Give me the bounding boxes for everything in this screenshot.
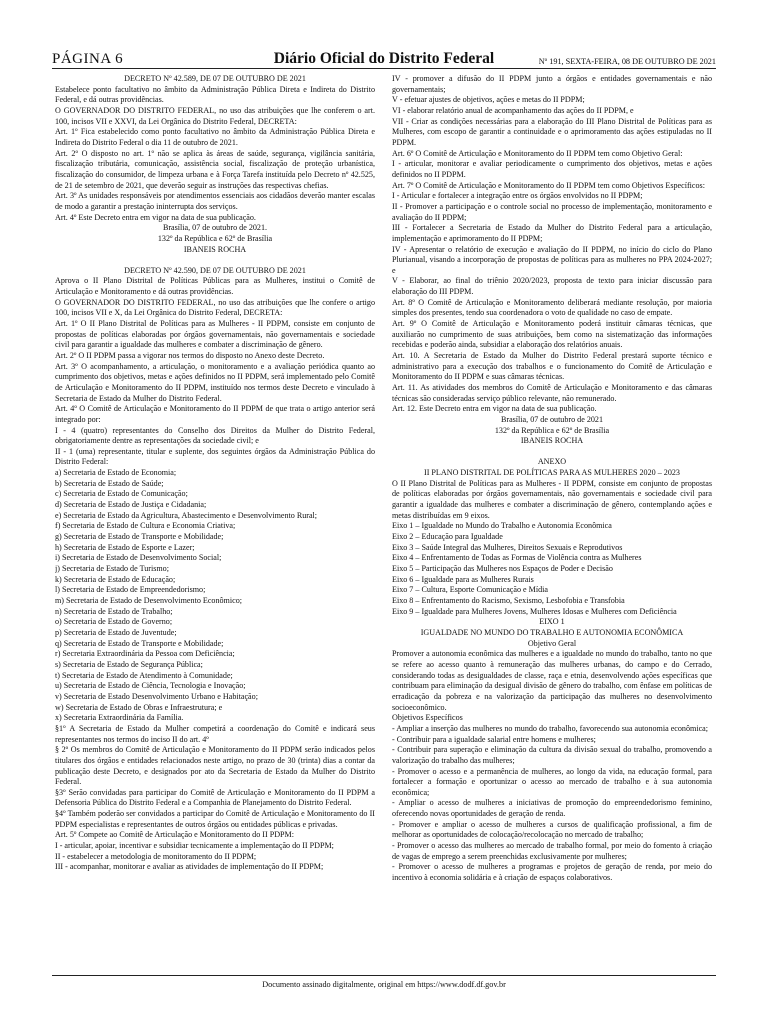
header-rule xyxy=(52,68,716,69)
paragraph: p) Secretaria de Estado de Juventude; xyxy=(55,627,177,637)
paragraph: w) Secretaria de Estado de Obras e Infraestrutura; e xyxy=(55,702,223,712)
paragraph: DECRETO Nº 42.590, DE 07 DE OUTUBRO DE 2021 xyxy=(124,265,306,275)
paragraph: IV - promover a difusão do II PDPM junto a órgãos e entidades governamentais e não governamentais; xyxy=(392,74,712,94)
paragraph: IGUALDADE NO MUNDO DO TRABALHO E AUTONOMIA ECONÔMICA xyxy=(420,627,684,637)
page-header xyxy=(52,48,716,68)
paragraph: Art. 2º O II PDPM passa a vigorar nos termos do disposto no Anexo deste Decreto. xyxy=(55,350,325,360)
paragraph: - Promover o acesso e a permanência de mulheres, ao longo da vida, na educação formal, para fortalecer a formação e oportunizar o acesso ao mercado de trabalho e à sua autonomia econômica; xyxy=(392,766,712,797)
paragraph: Art. 8º O Comitê de Articulação e Monitoramento deliberará mediante resolução, por maioria simples dos presentes, tendo sua coordenadora o voto de qualidade no caso de empate. xyxy=(392,297,712,318)
paragraph: Art. 7º O Comitê de Articulação e Monitoramento do II PDPM tem como Objetivos Específicos: xyxy=(392,180,705,190)
paragraph: Eixo 2 – Educação para Igualdade xyxy=(392,532,503,542)
paragraph: q) Secretaria de Estado de Transporte e Mobilidade; xyxy=(55,638,224,648)
paragraph: §3º Serão convidadas para participar do Comitê de Articulação e Monitoramento do II PDPM a Defensoria Pública do Distrito Federal e a Companhia de Planejamento do Distrito Federal. xyxy=(55,787,375,808)
paragraph: Art. 1º Fica estabelecido como ponto facultativo no âmbito da Administração Pública Direta e Indireta do Distrito Federal o dia 11 de outubro de 2021. xyxy=(55,127,375,147)
paragraph: I - articular, apoiar, incentivar e subsidiar tecnicamente a implementação do II PDPM; xyxy=(55,841,334,851)
paragraph: III - acompanhar, monitorar e avaliar as atividades de implementação do II PDPM; xyxy=(55,862,324,872)
paragraph: - Contribuir para a igualdade salarial entre homens e mulheres; xyxy=(392,734,596,744)
paragraph: Eixo 3 – Saúde Integral das Mulheres, Direitos Sexuais e Reprodutivos xyxy=(392,542,623,552)
right-column xyxy=(392,74,712,974)
paragraph: r) Secretaria Extraordinária da Pessoa com Deficiência; xyxy=(55,649,235,659)
paragraph: Objetivo Geral xyxy=(527,638,577,648)
left-column xyxy=(55,74,375,974)
paragraph: Art. 5º Compete ao Comitê de Articulação e Monitoramento do II PDPM: xyxy=(55,830,294,840)
paragraph: Promover a autonomia econômica das mulheres e a igualdade no mundo do trabalho, tanto no que se refere ao acesso quanto à remuneração das mulheres urbanas, do campo e do Cerrado, considerando todas as desigualdades de classe, raça e etnia, desenvolvendo ações específicas que contribuam para eliminação da desigual divisão de gênero do trabalho, com ênfase em políticas de erradicação da pobreza e na valorização da participação das mulheres no desenvolvimento socioeconômico. xyxy=(392,649,712,712)
paragraph: O GOVERNADOR DO DISTRITO FEDERAL, no uso das atribuições que lhe confere o artigo 100, incisos VII e X, da Lei Orgânica do Distrito Federal, DECRETA: xyxy=(55,297,375,318)
paragraph: III - Fortalecer a Secretaria de Estado da Mulher do Distrito Federal para a articulação, implementação e aprimoramento do II PDPM; xyxy=(392,223,712,243)
paragraph: Eixo 6 – Igualdade para as Mulheres Rurais xyxy=(392,574,534,584)
paragraph: Art. 9º O Comitê de Articulação e Monitoramento poderá instituir câmaras técnicas, que auxiliarão no cumprimento de suas atribuições, bem como na sistematização das informações recebidas e poderão ainda, subsidiar a elaboração dos relatórios anuais. xyxy=(392,319,712,350)
paragraph-gap xyxy=(55,255,375,266)
paragraph: I - 4 (quatro) representantes do Conselho dos Direitos da Mulher do Distrito Federal, obrigatoriamente dentre as representações da sociedade civil; e xyxy=(55,425,375,446)
paragraph: - Contribuir para superação e eliminação da cultura da divisão sexual do trabalho, promovendo a valorização do trabalho das mulheres; xyxy=(392,745,712,765)
paragraph: Objetivos Específicos xyxy=(392,713,463,723)
paragraph: j) Secretaria de Estado de Turismo; xyxy=(55,564,169,574)
paragraph: Art. 3º As unidades responsáveis por atendimentos essenciais aos cidadãos deverão manter escalas de modo a garantir a prestação ininterrupta dos serviços. xyxy=(55,191,375,211)
paragraph: - Promover e ampliar o acesso de mulheres a cursos de qualificação profissional, a fim de melhorar as oportunidades de colocação/recolocação no mercado de trabalho; xyxy=(392,819,712,840)
paragraph: Art. 11. As atividades dos membros do Comitê de Articulação e Monitoramento e das câmaras técnicas são consideradas serviço público relevante, não remunerado. xyxy=(392,383,712,403)
paragraph: II - estabelecer a metodologia de monitoramento do II PDPM; xyxy=(55,851,257,861)
paragraph: Eixo 9 – Igualdade para Mulheres Jovens, Mulheres Idosas e Mulheres com Deficiência xyxy=(392,606,677,616)
paragraph: Art. 10. A Secretaria de Estado da Mulher do Distrito Federal prestará suporte técnico e administrativo para a execução dos trabalhos e o funcionamento do Comitê de Articulação e Monitoramento do II PDPM e suas câmaras técnicas. xyxy=(392,351,712,382)
paragraph: v) Secretaria de Estado Desenvolvimento Urbano e Habitação; xyxy=(55,691,258,701)
paragraph: - Ampliar o acesso de mulheres a iniciativas de promoção do empreendedorismo feminino, oferecendo novas oportunidades de geração de renda. xyxy=(392,798,712,819)
paragraph: - Promover o acesso de mulheres a programas e projetos de geração de renda, por meio do incentivo à economia solidária e à criação de espaços colaborativos. xyxy=(392,862,712,883)
paragraph: V - efetuar ajustes de objetivos, ações e metas do II PDPM; xyxy=(392,95,585,105)
paragraph: §1º A Secretaria de Estado da Mulher competirá a coordenação do Comitê e indicará seus representantes nos termos do inciso II do art. 4º xyxy=(55,723,375,744)
paragraph: Art. 6º O Comitê de Articulação e Monitoramento do II PDPM tem como Objetivo Geral: xyxy=(392,148,683,158)
paragraph: VI - elaborar relatório anual de acompanhamento das ações do II PDPM, e xyxy=(392,105,634,115)
paragraph: EIXO 1 xyxy=(539,617,565,627)
paragraph: Art. 2º O disposto no art. 1º não se aplica às áreas de saúde, segurança, vigilância sanitária, fiscalização tributária, comunicação, assistência social, fiscalização de proteção urbanística, fiscalização do consumidor, de limpeza urbana e à Força Tarefa instituída pelo Decreto nº 42.525, de 21 de setembro de 2021, que deverão seguir as instruções das respectivas chefias. xyxy=(55,148,375,190)
footer-note: Documento assinado digitalmente, original em https://www.dodf.df.gov.br xyxy=(262,980,506,989)
paragraph: o) Secretaria de Estado de Governo; xyxy=(55,617,173,627)
newspaper-title: Diário Oficial do Distrito Federal xyxy=(273,50,495,67)
paragraph: 132º da República e 62º de Brasília xyxy=(157,233,273,243)
paragraph: II - Promover a participação e o controle social no processo de implementação, monitoramento e avaliação do II PDPM; xyxy=(392,201,712,222)
paragraph: Brasília, 07 de outubro de 2021 xyxy=(500,415,604,424)
paragraph: I - Articular e fortalecer a integração entre os órgãos envolvidos no II PDPM; xyxy=(392,191,643,201)
page-number: PÁGINA 6 xyxy=(52,51,124,67)
paragraph: Art. 4º O Comitê de Articulação e Monitoramento do II PDPM de que trata o artigo anterior será integrado por: xyxy=(55,404,375,424)
paragraph: x) Secretaria Extraordinária da Família. xyxy=(55,713,184,723)
paragraph: Art. 3º O acompanhamento, a articulação, o monitoramento e a avaliação periódica quanto ao cumprimento dos objetivos, metas e ações definidos no II PDPM, será implementado pelo Comitê de Articulação e Monitoramento do II PDPM, instituído nos termos deste Decreto e vinculado à Secretaria de Estado da Mulher do Distrito Federal. xyxy=(55,361,375,403)
paragraph: II - 1 (uma) representante, titular e suplente, dos seguintes órgãos da Administração Pública do Distrito Federal: xyxy=(55,446,375,467)
paragraph: IV - Apresentar o relatório de execução e avaliação do II PDPM, no início do ciclo do Plano Plurianual, visando a incorporação de propostas de políticas para as mulheres no PPA 2024-2027; e xyxy=(392,244,712,275)
paragraph: § 2º Os membros do Comitê de Articulação e Monitoramento do II PDPM serão indicados pelos titulares dos órgãos e entidades relacionados neste artigo, no prazo de 30 (trinta) dias a contar da publicação deste Decreto, e designados por ato da Secretaria de Estado da Mulher do Distrito Federal. xyxy=(55,745,375,787)
paragraph: Eixo 4 – Enfrentamento de Todas as Formas de Violência contra as Mulheres xyxy=(392,553,642,563)
paragraph: IBANEIS ROCHA xyxy=(520,436,584,446)
paragraph: s) Secretaria de Estado de Segurança Pública; xyxy=(55,659,203,669)
paragraph: e) Secretaria de Estado da Agricultura, Abastecimento e Desenvolvimento Rural; xyxy=(55,510,318,520)
paragraph: Art. 4º Este Decreto entra em vigor na data de sua publicação. xyxy=(55,212,256,222)
paragraph: §4º Também poderão ser convidados a participar do Comitê de Articulação e Monitoramento do II PDPM especialistas e representantes de outros órgãos ou entidades públicas e privadas. xyxy=(55,809,375,829)
paragraph: m) Secretaria de Estado de Desenvolvimento Econômico; xyxy=(55,596,242,605)
paragraph: ANEXO xyxy=(537,457,567,467)
paragraph: - Promover o acesso das mulheres ao mercado de trabalho formal, por meio do fomento à criação de vagas de emprego a serem preenchidas exclusivamente por mulheres; xyxy=(392,841,712,861)
paragraph: I - articular, monitorar e avaliar periodicamente o cumprimento dos objetivos, metas e ações definidos no II PDPM. xyxy=(392,159,712,179)
paragraph: u) Secretaria de Estado de Ciência, Tecnologia e Inovação; xyxy=(55,681,246,691)
paragraph: V - Elaborar, ao final do triênio 2020/2023, proposta de texto para iniciar discussão para elaboração do III PDPM. xyxy=(392,276,712,297)
paragraph: Estabelece ponto facultativo no âmbito da Administração Pública Direta e Indireta do Distrito Federal, e dá outras providências. xyxy=(55,84,375,105)
paragraph: Brasília, 07 de outubro de 2021. xyxy=(162,223,268,233)
paragraph: DECRETO Nº 42.589, DE 07 DE OUTUBRO DE 2021 xyxy=(124,74,306,83)
paragraph: IBANEIS ROCHA xyxy=(183,244,247,254)
paragraph: O GOVERNADOR DO DISTRITO FEDERAL, no uso das atribuições que lhe conferem o art. 100, incisos VII e XXVI, da Lei Orgânica do Distrito Federal, DECRETA: xyxy=(55,105,375,126)
paragraph: t) Secretaria de Estado de Atendimento à Comunidade; xyxy=(55,670,233,680)
paragraph: - Ampliar a inserção das mulheres no mundo do trabalho, favorecendo sua autonomia econômica; xyxy=(392,723,709,733)
paragraph-gap xyxy=(392,447,712,458)
paragraph: c) Secretaria de Estado de Comunicação; xyxy=(55,489,188,499)
edition-info: Nº 191, SEXTA-FEIRA, 08 DE OUTUBRO DE 2021 xyxy=(538,57,716,66)
paragraph: a) Secretaria de Estado de Economia; xyxy=(55,468,177,478)
paragraph: Aprova o II Plano Distrital de Políticas Públicas para as Mulheres, institui o Comitê de Articulação e Monitoramento e dá outras providências. xyxy=(55,276,375,296)
paragraph: O II Plano Distrital de Políticas para as Mulheres - II PDPM, consiste em conjunto de propostas de políticas elaboradas por órgãos governamentais, não governamentais e sociedade civil para garantir a igualdade das mulheres e combater a discriminação de gênero, contemplando ações e metas distribuídas em 9 eixos. xyxy=(392,478,712,520)
paragraph: Art. 12. Este Decreto entra em vigor na data de sua publicação. xyxy=(392,404,597,414)
paragraph: f) Secretaria de Estado de Cultura e Economia Criativa; xyxy=(55,521,236,531)
paragraph: l) Secretaria de Estado de Empreendedorismo; xyxy=(55,585,206,595)
paragraph: Art. 1º O II Plano Distrital de Políticas para as Mulheres - II PDPM, consiste em conjunto de propostas de políticas elaboradas por órgãos governamentais, não governamentais e sociedade civil para garantir a igualdade das mulheres e combater a discriminação de gênero. xyxy=(55,318,375,350)
paragraph: k) Secretaria de Estado de Educação; xyxy=(55,574,176,584)
paragraph: Eixo 8 – Enfrentamento do Racismo, Sexismo, Lesbofobia e Transfobia xyxy=(392,596,625,605)
paragraph: h) Secretaria de Estado de Esporte e Lazer; xyxy=(55,542,195,552)
paragraph: i) Secretaria de Estado de Desenvolvimento Social; xyxy=(55,553,222,563)
paragraph: n) Secretaria de Estado de Trabalho; xyxy=(55,606,173,616)
paragraph: b) Secretaria de Estado de Saúde; xyxy=(55,478,164,488)
paragraph: d) Secretaria de Estado de Justiça e Cidadania; xyxy=(55,500,207,510)
footer-rule xyxy=(52,975,716,976)
paragraph: Eixo 7 – Cultura, Esporte Comunicação e Mídia xyxy=(392,585,548,595)
paragraph: II PLANO DISTRITAL DE POLÍTICAS PARA AS MULHERES 2020 – 2023 xyxy=(424,468,680,478)
paragraph: VII - Criar as condições necessárias para a elaboração do III Plano Distrital de Políticas para as Mulheres, com escopo de garantir a continuidade e o aprimoramento das ações estipuladas no II PDPM. xyxy=(392,116,712,147)
paragraph: Eixo 1 – Igualdade no Mundo do Trabalho e Autonomia Econômica xyxy=(392,521,612,531)
paragraph: Eixo 5 – Participação das Mulheres nos Espaços de Poder e Decisão xyxy=(392,564,613,574)
paragraph: 132º da República e 62º de Brasília xyxy=(494,425,610,435)
paragraph: g) Secretaria de Estado de Transporte e Mobilidade; xyxy=(55,532,224,542)
